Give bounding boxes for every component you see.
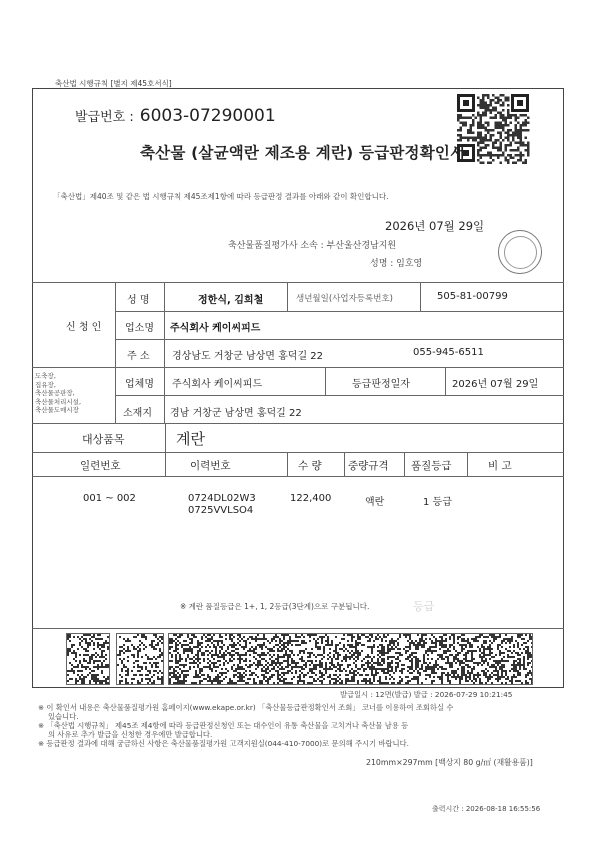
- divider: [344, 452, 345, 476]
- business-name-label: 업체명: [125, 379, 154, 390]
- business-name: 주식회사 케이씨피드: [172, 379, 263, 390]
- divider: [287, 282, 288, 311]
- form-number: 축산법 시행규칙 [별지 제45호서식]: [55, 79, 172, 88]
- issue-date: 2026년 07월 29일: [385, 219, 485, 233]
- issue-label: 발급번호 :: [75, 110, 134, 125]
- divider: [445, 367, 446, 395]
- row-qty: 122,400: [290, 493, 332, 504]
- col-serial: 일련번호: [80, 460, 121, 472]
- note-line: 축산물도매시장: [35, 406, 79, 414]
- divider: [404, 452, 405, 476]
- note-line: 집유장,: [35, 380, 56, 389]
- col-weight: 중량규격: [348, 460, 389, 472]
- issue-number: [75, 106, 276, 126]
- row-weight: 액란: [365, 497, 385, 508]
- birth-label: 생년월일(사업자등록번호): [296, 294, 393, 304]
- row-grade: 1 등급: [423, 497, 452, 508]
- watermark-text: 등급: [413, 600, 435, 613]
- note-line: 도축장,: [35, 372, 56, 380]
- applicant-name: 정한식, 김희철: [198, 295, 264, 306]
- certification-statement: 「축산법」제40조 및 같은 법 시행규칙 제45조제1항에 따라 등급판정 결과를 아래와 같이 확인합니다.: [53, 192, 389, 201]
- divider: [165, 423, 166, 476]
- note-line: 있습니다.: [48, 712, 79, 721]
- facility-type-note: [35, 372, 115, 420]
- col-qty: 수 량: [298, 460, 322, 472]
- row-trace-2: 0725VVLSO4: [188, 505, 254, 516]
- business-location: 경남 거창군 남상면 홍덕길 22: [170, 408, 302, 419]
- col-trace: 이력번호: [190, 460, 231, 472]
- note-line: 축산물처리시설,: [35, 397, 82, 406]
- note-line: ※ 「축산법 시행규칙」 제45조 제4항에 따라 등급판정신청인 또는 대수인이 유통 축산물을 고치거나 축산물 남용 등: [38, 721, 409, 730]
- col-remark: 비 고: [488, 460, 512, 472]
- divider: [164, 282, 165, 423]
- judge-date: 2026년 07월 29일: [452, 379, 539, 390]
- divider: [467, 452, 468, 476]
- grade-remark: ※ 계란 품질등급은 1+, 1, 2등급(3단계)으로 구분됩니다.: [180, 602, 370, 611]
- target-value: 계란: [176, 430, 205, 448]
- issue-timestamp: 발급일시 : 12면(발급) 발급 : 2026-07-29 10:21:45: [340, 690, 513, 699]
- row-serial: 001 ~ 002: [83, 493, 136, 504]
- company-name: 주식회사 케이씨피드: [170, 323, 261, 334]
- business-reg-number: 505-81-00799: [437, 291, 508, 302]
- inspector-signature: 성명 : 임호영: [370, 259, 423, 269]
- note-line: 축산물공판장,: [35, 389, 75, 397]
- divider: [325, 367, 326, 395]
- note-line: ※ 등급판정 결과에 대해 궁금하신 사항은 축산물품질평가원 고객지원실(044-410-7000)로 문의해 주시기 바랍니다.: [38, 739, 409, 748]
- applicant-address: 경상남도 거창군 남상면 홍덕길 22: [172, 351, 324, 362]
- note-line: ※ 이 확인서 내용은 축산물품질평가원 홈페이지(www.ekape.or.kr) 「축산물등급판정확인서 조회」 코너를 이용하여 조회하실 수: [38, 703, 454, 712]
- address-label: 주 소: [127, 351, 150, 362]
- document-title: 축산물 (살균액란 제조용 계란) 등급판정확인서: [140, 144, 466, 162]
- divider: [32, 476, 564, 477]
- watermark-logo-icon: [116, 633, 164, 685]
- applicant-phone: 055-945-6511: [413, 347, 484, 358]
- divider: [32, 452, 564, 453]
- issue-value: 6003-07290001: [139, 106, 276, 126]
- divider: [32, 367, 564, 368]
- divider: [420, 282, 421, 311]
- divider: [32, 282, 564, 283]
- applicant-group-label: 신 청 인: [66, 322, 102, 333]
- official-seal-icon: [498, 230, 542, 274]
- target-label: 대상품목: [82, 433, 125, 446]
- security-pattern-icon: [66, 633, 110, 685]
- divider: [115, 339, 564, 340]
- name-label: 성 명: [127, 295, 150, 306]
- divider: [32, 423, 564, 424]
- print-timestamp: 출력시간 : 2026-08-18 16:55:56: [432, 805, 541, 813]
- inspector-org: 축산물품질평가사 소속 : 부산울산경남지원: [228, 241, 397, 251]
- divider: [115, 282, 116, 423]
- judge-date-label: 등급판정일자: [352, 379, 410, 390]
- row-trace-1: 0724DL02W3: [188, 493, 256, 504]
- company-label: 업소명: [125, 323, 154, 334]
- divider: [287, 452, 288, 476]
- qr-code-icon[interactable]: [455, 92, 531, 164]
- divider: [115, 395, 564, 396]
- divider: [32, 628, 564, 629]
- divider: [115, 311, 564, 312]
- note-line: 의 사유로 추가 발급을 신청한 경우에만 발급합니다.: [48, 730, 213, 739]
- location-label: 소재지: [123, 408, 152, 419]
- paper-spec: 210mm×297mm [백상지 80 g/㎡ (재활용품)]: [366, 758, 533, 767]
- security-noise-icon: [168, 633, 533, 685]
- col-grade: 품질등급: [411, 460, 452, 472]
